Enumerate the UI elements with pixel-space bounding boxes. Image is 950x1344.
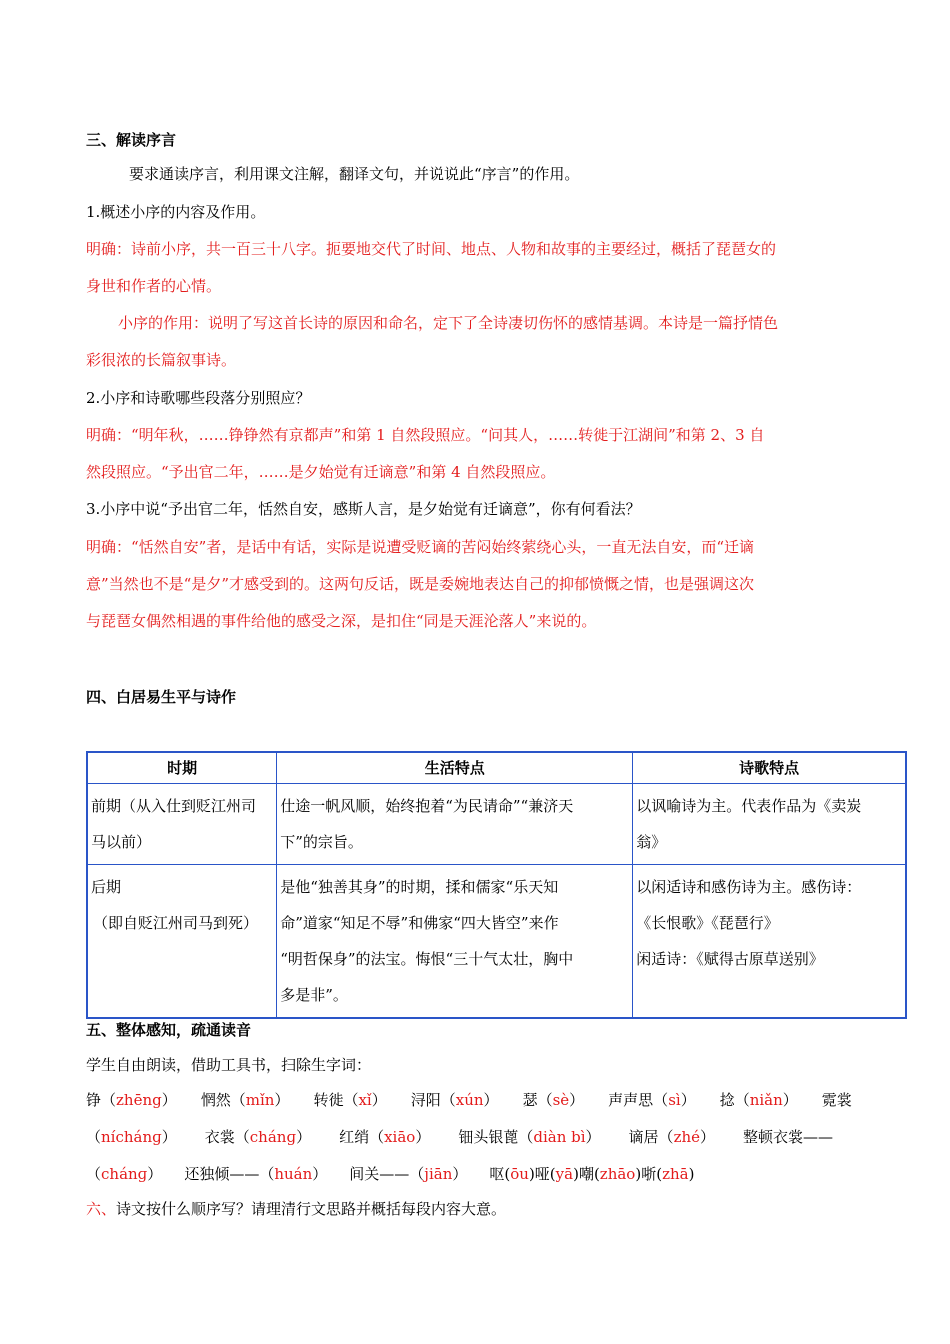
vocab-item [205,1128,311,1146]
vocab-pinyin: zhā [662,1165,689,1183]
table-row [87,784,906,865]
header-poetry: 诗歌特点 [633,752,906,784]
vocab-item [411,1091,499,1109]
vocab-word: 瑟（ [522,1091,553,1109]
row2-life: 是他“独善其身”的时期，揉和儒家“乐天知 命”道家“知足不辱”和佛家“四大皆空”来作 “明哲保身”的法宝。悔恨“三十气太壮，胸中 多是非”。 [277,865,633,1019]
vocab-word: 红绡（ [339,1128,385,1146]
vocab-word: 转徙（ [313,1091,359,1109]
vocab-pinyin: zhé [673,1128,701,1146]
header-life: 生活特点 [277,752,633,784]
vocab-pinyin: mǐn [245,1091,275,1109]
pinyin-line-2 [86,1126,833,1147]
section3-intro: 要求通读序言，利用课文注解，翻译文句，并说说此“序言”的作用。 [129,165,580,183]
vocab-item [608,1091,696,1109]
section6-text: 诗文按什么顺序写？请理清行文思路并概括每段内容大意。 [116,1200,507,1218]
vocab-item [641,1165,694,1183]
vocab-word: 间关——（ [349,1165,425,1183]
vocab-pinyin: chánɡ [101,1165,148,1183]
vocab-word: 衣裳（ [204,1128,250,1146]
header-period: 时期 [87,752,277,784]
vocab-word: 声声思（ [608,1091,669,1109]
answer-1-line-2: 身世和作者的心情。 [86,277,222,295]
vocab-bracket: ） [585,1128,601,1146]
section6-number: 六、 [86,1200,117,1218]
biography-table [86,751,907,1019]
section4-title: 四、白居易生平与诗作 [86,688,237,706]
vocab-bracket: ） [296,1128,312,1146]
pinyin-line-1 [86,1089,852,1110]
vocab-word: 哑( [534,1165,556,1183]
vocab-pinyin: huán [274,1165,313,1183]
vocab-word: （ [86,1128,102,1146]
vocab-bracket: ) [528,1165,535,1183]
row2-poetry: 以闲适诗和感伤诗为主。感伤诗： 《长恨歌》《琵琶行》 闲适诗：《赋得古原草送别》 [633,865,906,1019]
vocab-bracket: ) [688,1165,695,1183]
vocab-bracket: ） [782,1091,798,1109]
vocab-bracket: ） [700,1128,716,1146]
vocab-bracket: ) [635,1165,642,1183]
vocab-item [86,1091,177,1109]
vocab-bracket: ) [573,1165,579,1183]
question-2: 2.小序和诗歌哪些段落分别照应？ [86,389,311,407]
vocab-pinyin: xún [455,1091,484,1109]
vocab-pinyin: diàn bì [533,1128,586,1146]
vocab-word: 呕( [489,1165,511,1183]
vocab-bracket: ） [371,1091,387,1109]
answer-1-line-3: 小序的作用：说明了写这首长诗的原因和命名，定下了全诗凄切伤怀的感情基调。本诗是一篇抒情色 [118,314,779,332]
vocab-item [629,1128,715,1146]
vocab-word: 还独倾——（ [184,1165,275,1183]
vocab-item [743,1128,833,1146]
vocab-bracket: ） [680,1091,696,1109]
vocab-bracket: ） [274,1091,290,1109]
row1-poetry: 以讽喻诗为主。代表作品为《卖炭 翁》 [633,784,906,865]
vocab-word: 谪居（ [628,1128,674,1146]
answer-3-line-2: 意”当然也不是“是夕”才感受到的。这两句反话，既是委婉地表达自己的抑郁愤慨之情，也是强调这次 [86,575,755,593]
section6 [86,1198,506,1219]
vocab-bracket: ） [415,1128,431,1146]
vocab-pinyin: yā [555,1165,574,1183]
vocab-word: 惘然（ [200,1091,246,1109]
vocab-word: 霓裳 [821,1091,852,1109]
answer-1-line-4: 彩很浓的长篇叙事诗。 [86,351,237,369]
vocab-pinyin: chánɡ [249,1128,297,1146]
vocab-pinyin: xǐ [358,1091,372,1109]
vocab-word: 整顿衣裳—— [743,1128,834,1146]
section3-title: 三、解读序言 [86,131,177,149]
vocab-pinyin: sè [552,1091,570,1109]
vocab-word: （ [86,1165,102,1183]
vocab-word: 浔阳（ [410,1091,456,1109]
vocab-bracket: ） [161,1128,177,1146]
vocab-item [86,1165,162,1183]
vocab-item [458,1128,600,1146]
question-3: 3.小序中说“予出官二年，恬然自安，感斯人言，是夕始觉有迁谪意”，你有何看法？ [86,500,641,518]
vocab-pinyin: sì [668,1091,681,1109]
vocab-word: 嘲( [578,1165,600,1183]
vocab-bracket: ） [312,1165,328,1183]
vocab-pinyin: ōu [510,1165,529,1183]
vocab-item [349,1165,467,1183]
vocab-word: 哳( [641,1165,663,1183]
answer-1-line-1: 明确：诗前小序，共一百三十八字。扼要地交代了时间、地点、人物和故事的主要经过，概括了琵琶女的 [86,240,777,258]
vocab-word: 捻（ [719,1091,750,1109]
vocab-word: 铮（ [86,1091,117,1109]
row1-period: 前期（从入仕到贬江州司 马以前） [87,784,277,865]
vocab-item [720,1091,798,1109]
vocab-bracket: ） [569,1091,585,1109]
table-row [87,865,906,1019]
vocab-bracket: ） [147,1165,163,1183]
table-header-row [87,752,906,784]
vocab-word: 钿头银蓖（ [458,1128,534,1146]
vocab-item [86,1128,177,1146]
answer-3-line-3: 与琵琶女偶然相遇的事件给他的感受之深，是扣住“同是天涯沦落人”来说的。 [86,612,597,630]
vocab-item [523,1091,585,1109]
vocab-item [339,1128,430,1146]
vocab-item [489,1165,534,1183]
vocab-pinyin: níchánɡ [101,1128,162,1146]
row1-life: 仕途一帆风顺，始终抱着“为民请命”“兼济天 下”的宗旨。 [277,784,633,865]
vocab-item [184,1165,327,1183]
vocab-item [822,1091,852,1109]
vocab-pinyin: jiān [424,1165,453,1183]
vocab-item [313,1091,386,1109]
vocab-bracket: ） [483,1091,499,1109]
vocab-pinyin: niǎn [749,1091,783,1109]
section5-title: 五、整体感知，疏通读音 [86,1021,252,1039]
answer-2-line-1: 明确：“明年秋，……铮铮然有京都声”和第 1 自然段照应。“问其人，……转徙于江湖间”和第 2、3 自 [86,426,765,444]
vocab-pinyin: zhēng [116,1091,162,1109]
row2-period: 后期 （即自贬江州司马到死） [87,865,277,1019]
vocab-pinyin: xiāo [384,1128,416,1146]
answer-2-line-2: 然段照应。“予出官二年，……是夕始觉有迁谪意”和第 4 自然段照应。 [86,463,556,481]
vocab-item [579,1165,641,1183]
vocab-pinyin: zhāo [599,1165,636,1183]
pinyin-line-3 [86,1163,694,1184]
vocab-item [201,1091,290,1109]
vocab-item [535,1165,579,1183]
section5-intro: 学生自由朗读，借助工具书，扫除生字词： [86,1056,372,1074]
answer-3-line-1: 明确：“恬然自安”者，是话中有话，实际是说遭受贬谪的苦闷始终萦绕心头，一直无法自安，而“迁谪 [86,538,755,556]
vocab-bracket: ） [452,1165,468,1183]
question-1: 1.概述小序的内容及作用。 [86,203,266,221]
vocab-bracket: ） [161,1091,177,1109]
